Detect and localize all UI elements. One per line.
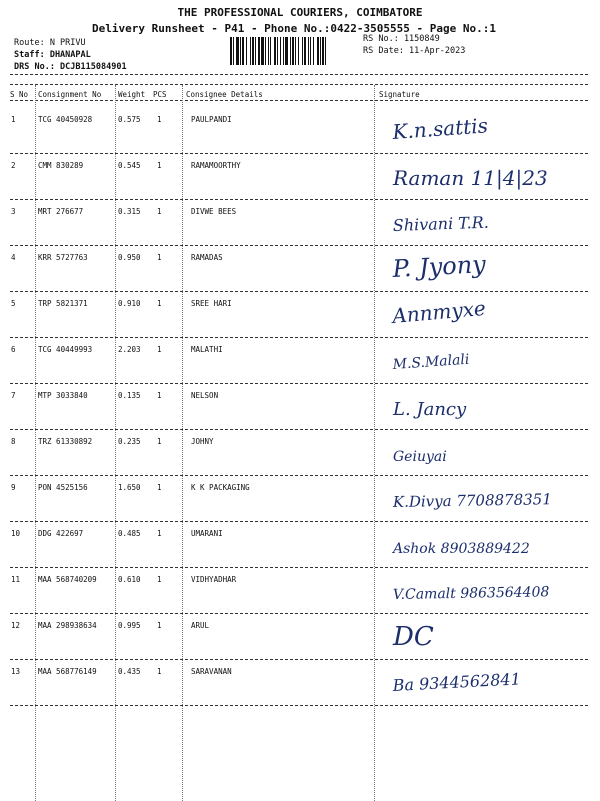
header-divider	[10, 84, 588, 85]
cell-sno: 2	[11, 161, 16, 170]
cell-weight: 0.950	[118, 253, 141, 262]
signature-image	[385, 157, 585, 197]
rs-date: RS Date: 11-Apr-2023	[363, 46, 466, 56]
row-divider	[10, 567, 588, 568]
signature-image	[385, 249, 585, 289]
signature-image	[385, 111, 585, 151]
signature-image	[385, 571, 585, 611]
cell-consignment: DDG 422697	[38, 529, 84, 538]
cell-weight: 1.650	[118, 483, 141, 492]
cell-consignment: MAA 568776149	[38, 667, 97, 676]
cell-weight: 0.545	[118, 161, 141, 170]
cell-consignee: DIVWE BEES	[191, 207, 237, 216]
rs-number: RS No.: 1150849	[363, 34, 440, 44]
cell-consignment: TRP 5821371	[38, 299, 88, 308]
cell-weight: 0.315	[118, 207, 141, 216]
drs-number: DRS No.: DCJB115084901	[14, 62, 127, 72]
cell-weight: 2.203	[118, 345, 141, 354]
row-divider	[10, 245, 588, 246]
cell-consignee: RAMAMOORTHY	[191, 161, 241, 170]
cell-consignment: TCG 40449993	[38, 345, 93, 354]
column-divider	[374, 85, 375, 801]
column-divider	[35, 85, 36, 801]
cell-pcs: 1	[157, 391, 162, 400]
signature-image	[385, 203, 585, 243]
col-weight: Weight	[118, 90, 146, 99]
cell-consignee: K K PACKAGING	[191, 483, 250, 492]
header-divider	[10, 74, 588, 75]
table-head-divider	[10, 100, 588, 101]
signature-image	[385, 479, 585, 519]
signature-image	[385, 433, 585, 473]
signature-image	[385, 617, 585, 657]
row-divider	[10, 291, 588, 292]
cell-pcs: 1	[157, 299, 162, 308]
cell-sno: 11	[11, 575, 21, 584]
row-divider	[10, 199, 588, 200]
runsheet-title: Delivery Runsheet - P41 - Phone No.:0422-3505555 - Page No.:1	[92, 22, 496, 35]
cell-consignee: NELSON	[191, 391, 219, 400]
signature-image	[385, 295, 585, 335]
row-divider	[10, 659, 588, 660]
cell-consignee: JOHNY	[191, 437, 214, 446]
cell-sno: 4	[11, 253, 16, 262]
route-label: Route: N PRIVU	[14, 38, 86, 48]
cell-weight: 0.910	[118, 299, 141, 308]
cell-consignment: MRT 276677	[38, 207, 84, 216]
cell-consignee: VIDHYADHAR	[191, 575, 237, 584]
cell-pcs: 1	[157, 345, 162, 354]
cell-consignee: MALATHI	[191, 345, 223, 354]
cell-pcs: 1	[157, 575, 162, 584]
cell-weight: 0.610	[118, 575, 141, 584]
cell-consignee: UMARANI	[191, 529, 223, 538]
cell-consignee: SREE HARI	[191, 299, 232, 308]
cell-weight: 0.135	[118, 391, 141, 400]
cell-weight: 0.575	[118, 115, 141, 124]
cell-sno: 13	[11, 667, 21, 676]
signature-text: Ashok 8903889422	[393, 541, 530, 557]
row-divider	[10, 475, 588, 476]
signature-image	[385, 341, 585, 381]
signature-text: Geiuyai	[393, 449, 447, 465]
col-sno: S No	[10, 90, 29, 99]
cell-pcs: 1	[157, 621, 162, 630]
col-consignment: Consignment No	[38, 90, 102, 99]
cell-pcs: 1	[157, 207, 162, 216]
col-consignee: Consignee Details	[186, 90, 263, 99]
cell-consignment: KRR 5727763	[38, 253, 88, 262]
cell-pcs: 1	[157, 161, 162, 170]
cell-consignment: MTP 3033840	[38, 391, 88, 400]
row-divider	[10, 153, 588, 154]
cell-consignee: RAMADAS	[191, 253, 223, 262]
signature-image	[385, 525, 585, 565]
staff-label: Staff: DHANAPAL	[14, 50, 91, 60]
cell-pcs: 1	[157, 667, 162, 676]
cell-consignment: TRZ 61330892	[38, 437, 93, 446]
cell-sno: 5	[11, 299, 16, 308]
row-divider	[10, 383, 588, 384]
cell-pcs: 1	[157, 529, 162, 538]
cell-sno: 9	[11, 483, 16, 492]
signature-image	[385, 663, 585, 703]
signature-text: L. Jancy	[393, 399, 467, 420]
row-divider	[10, 613, 588, 614]
column-divider	[115, 85, 116, 801]
cell-consignment: CMM 830289	[38, 161, 84, 170]
cell-consignee: SARAVANAN	[191, 667, 232, 676]
signature-text: Ba 9344562841	[392, 669, 522, 695]
row-divider	[10, 705, 588, 706]
row-divider	[10, 429, 588, 430]
signature-text: K.Divya 7708878351	[392, 490, 552, 511]
cell-weight: 0.235	[118, 437, 141, 446]
cell-consignment: PON 4525156	[38, 483, 88, 492]
cell-consignment: MAA 298938634	[38, 621, 97, 630]
cell-sno: 12	[11, 621, 21, 630]
cell-weight: 0.485	[118, 529, 141, 538]
col-signature: Signature	[379, 90, 420, 99]
signature-text: Raman 11|4|23	[393, 166, 548, 190]
signature-text: DC	[393, 622, 434, 652]
cell-consignment: TCG 40450928	[38, 115, 93, 124]
company-name: THE PROFESSIONAL COURIERS, COIMBATORE	[177, 6, 423, 19]
cell-sno: 7	[11, 391, 16, 400]
row-divider	[10, 521, 588, 522]
cell-consignment: MAA 568740209	[38, 575, 97, 584]
cell-pcs: 1	[157, 115, 162, 124]
cell-pcs: 1	[157, 253, 162, 262]
column-divider	[182, 85, 183, 801]
signature-image	[385, 387, 585, 427]
signature-text: P. Jyony	[391, 250, 487, 283]
cell-sno: 3	[11, 207, 16, 216]
cell-pcs: 1	[157, 437, 162, 446]
cell-sno: 10	[11, 529, 21, 538]
signature-text: Annmyxe	[391, 295, 487, 328]
cell-weight: 0.435	[118, 667, 141, 676]
cell-sno: 6	[11, 345, 16, 354]
cell-pcs: 1	[157, 483, 162, 492]
row-divider	[10, 337, 588, 338]
signature-text: Shivani T.R.	[392, 212, 490, 235]
col-pcs: PCS	[153, 90, 167, 99]
cell-consignee: ARUL	[191, 621, 210, 630]
cell-sno: 1	[11, 115, 16, 124]
signature-text: M.S.Malali	[392, 351, 470, 373]
signature-text: V.Camalt 9863564408	[392, 584, 550, 603]
cell-sno: 8	[11, 437, 16, 446]
signature-text: K.n.sattis	[391, 113, 489, 144]
cell-weight: 0.995	[118, 621, 141, 630]
cell-consignee: PAULPANDI	[191, 115, 232, 124]
barcode-image	[230, 37, 358, 65]
